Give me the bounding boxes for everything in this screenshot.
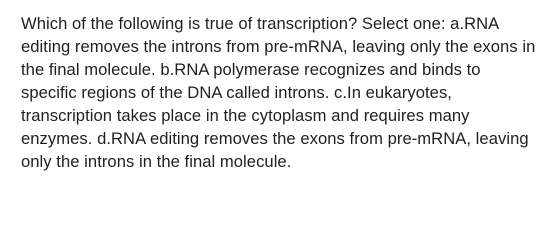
- question-text: Which of the following is true of transcription? Select one: a.RNA editing removes the introns from pre-mRNA, leaving only the exons in the final molecule. b.RNA polymerase recognizes and binds to specific regions of the DNA called introns. c.In eukaryotes, transcription takes place in the cytoplasm and requires many enzymes. d.RNA editing removes the exons from pre-mRNA, leaving only the introns in the final molecule.: [21, 14, 536, 171]
